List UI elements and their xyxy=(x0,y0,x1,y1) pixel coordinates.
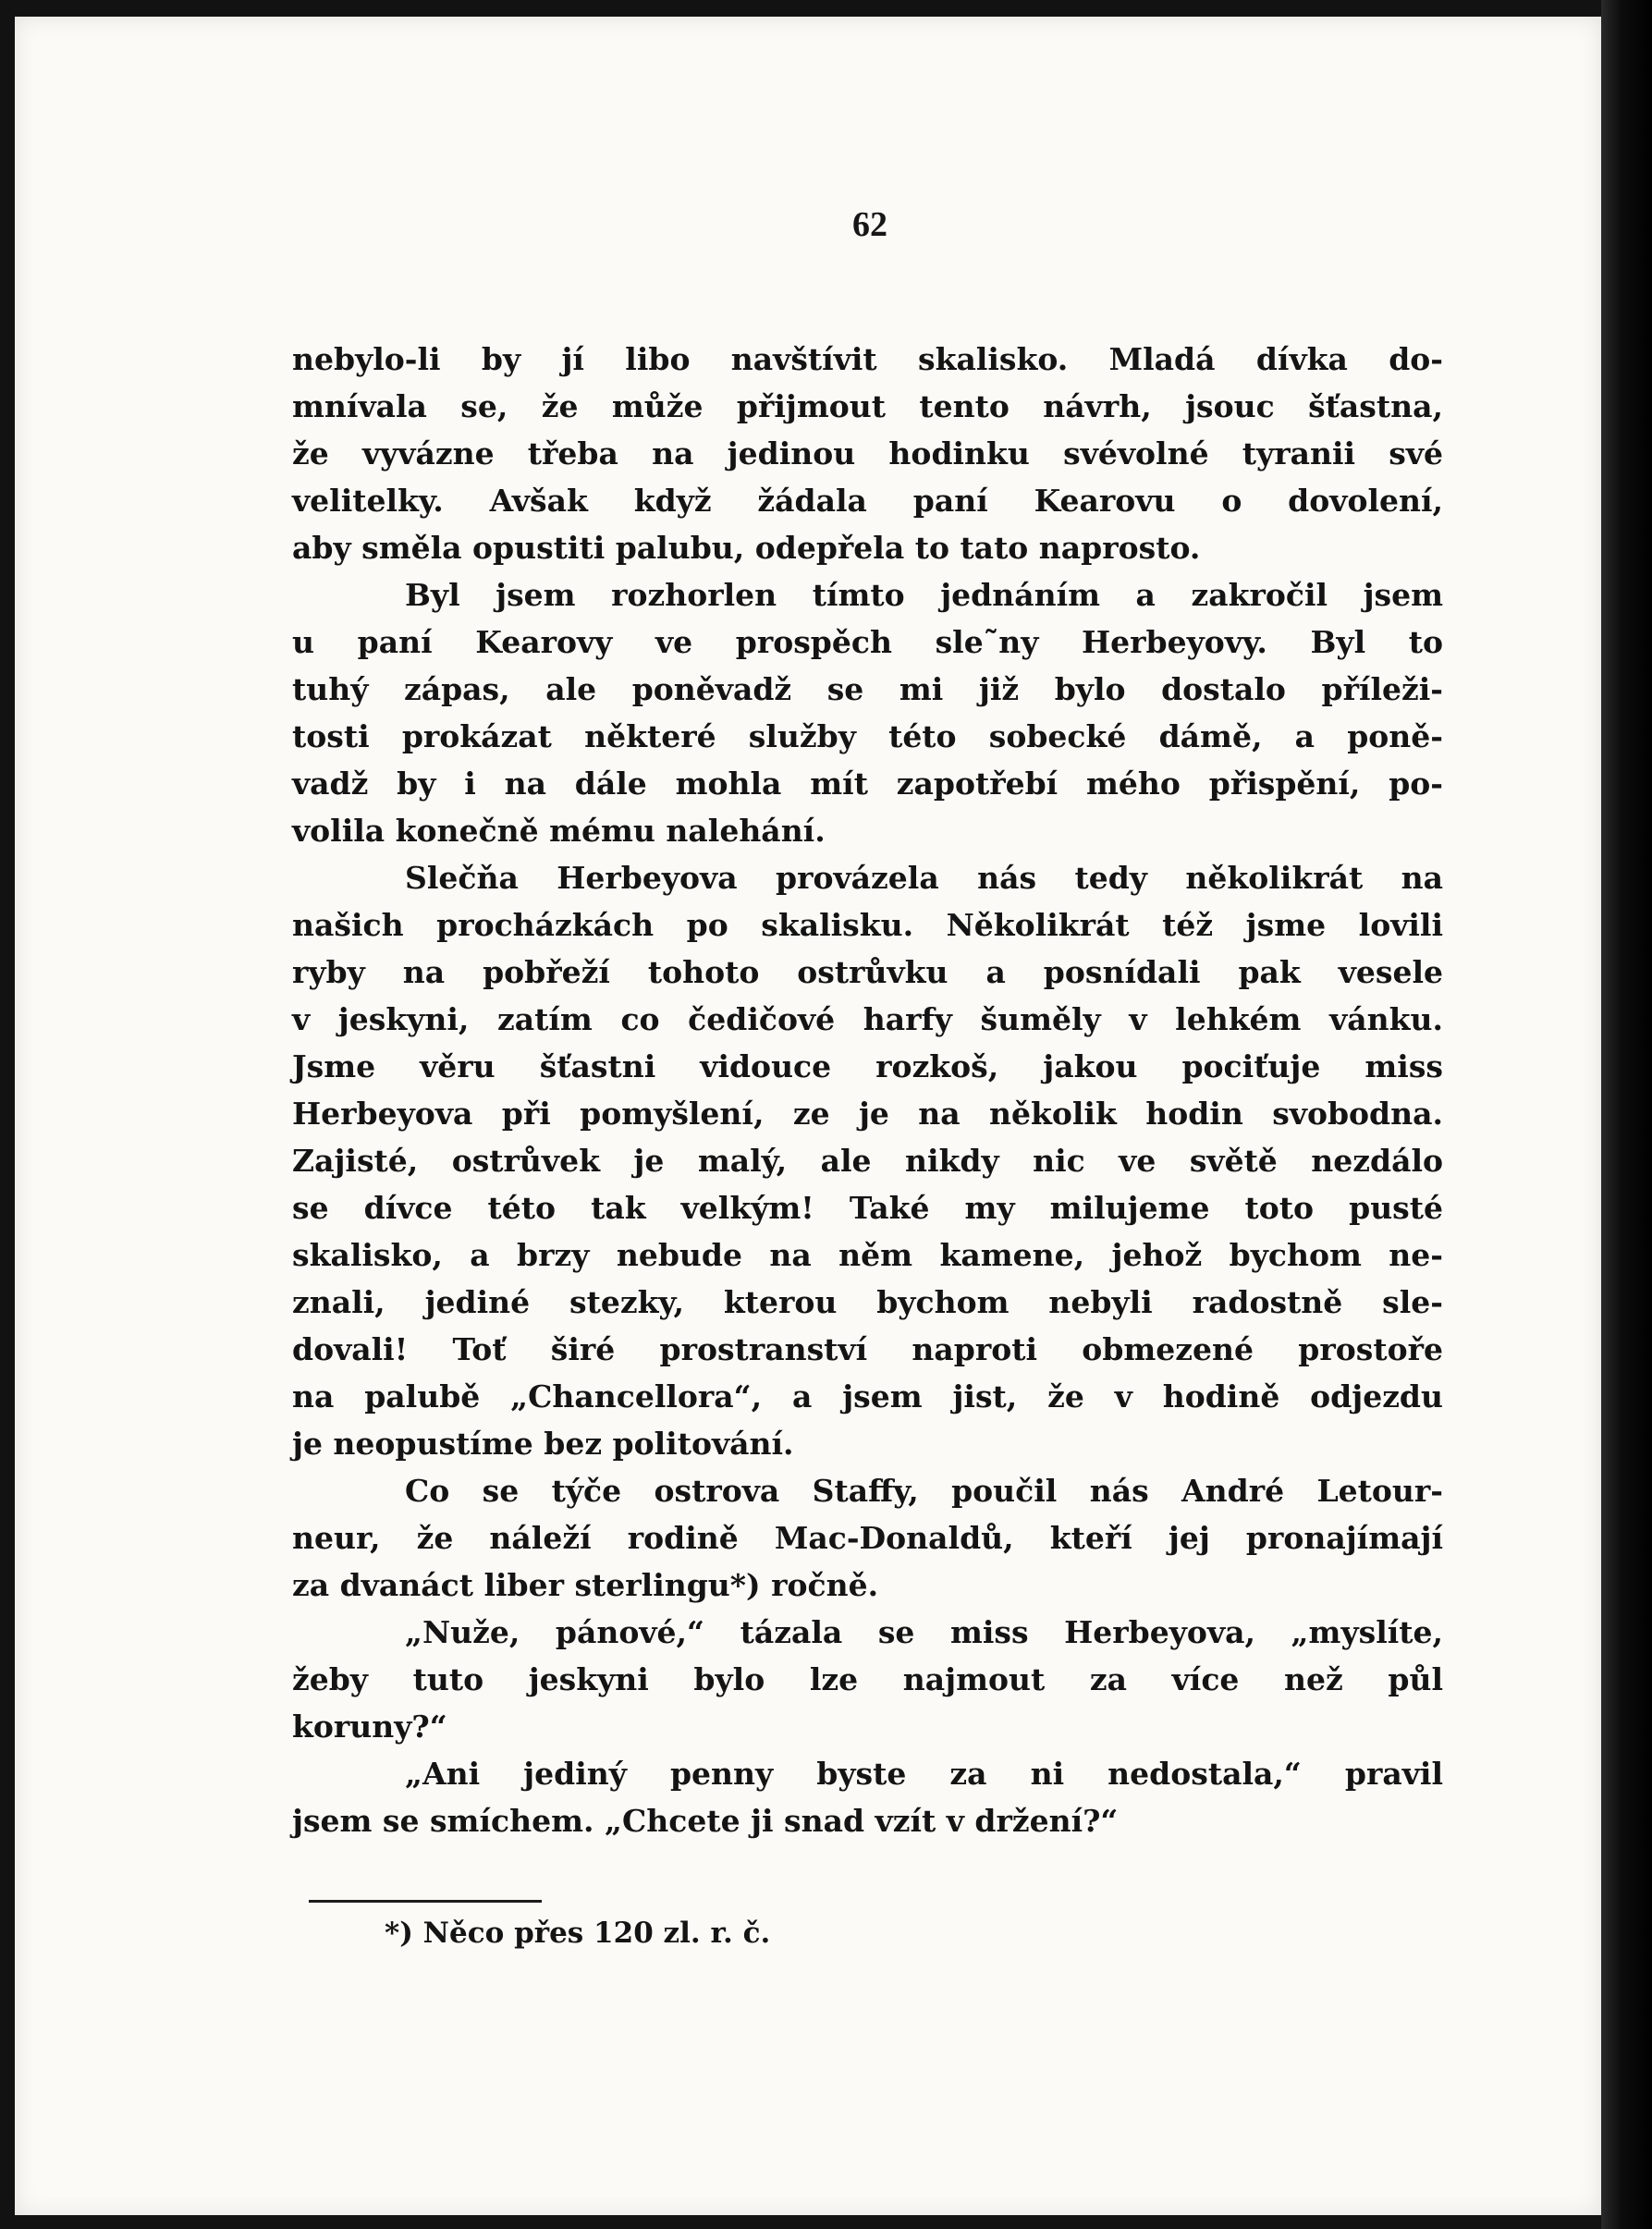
text-line: Herbeyova při pomyšlení, ze je na několik hodin svobodna. xyxy=(292,1096,1443,1132)
body-text xyxy=(292,336,1443,1844)
text-line: je neopustíme bez politování. xyxy=(292,1426,794,1462)
scan-dark-edge xyxy=(1601,0,1652,2229)
page-number: 62 xyxy=(852,205,887,244)
text-line: dovali! Toť širé prostranství naproti obmezené prostoře xyxy=(292,1331,1443,1367)
text-line: Co se týče ostrova Staffy, poučil nás André Letour- xyxy=(405,1473,1443,1509)
text-line: tosti prokázat některé služby této sobecké dámě, a poně- xyxy=(292,718,1443,754)
text-line: na palubě „Chancellora“, a jsem jist, že v hodině odjezdu xyxy=(292,1378,1443,1415)
text-line: znali, jediné stezky, kterou bychom nebyli radostně sle- xyxy=(292,1284,1443,1320)
text-line: skalisko, a brzy nebude na něm kamene, jehož bychom ne- xyxy=(292,1237,1443,1273)
footnote: *) Něco přes 120 zl. r. č. xyxy=(385,1917,771,1950)
text-line: v jeskyni, zatím co čedičové harfy šuměly v lehkém vánku. xyxy=(292,1001,1443,1037)
text-line: žeby tuto jeskyni bylo lze najmout za více než půl xyxy=(292,1661,1443,1697)
text-line: volila konečně mému nalehání. xyxy=(292,813,826,849)
text-line: nebylo-li by jí libo navštívit skalisko. Mladá dívka do- xyxy=(292,341,1443,377)
footnote-rule xyxy=(309,1900,542,1903)
text-line: aby směla opustiti palubu, odepřela to tato naprosto. xyxy=(292,530,1201,566)
book-page xyxy=(15,17,1601,2215)
text-line: za dvanáct liber sterlingu*) ročně. xyxy=(292,1567,879,1603)
text-line: že vyvázne třeba na jedinou hodinku svévolné tyranii své xyxy=(292,435,1443,472)
text-line: vadž by i na dále mohla mít zapotřebí mého přispění, po- xyxy=(292,765,1443,802)
text-line: u paní Kearovy ve prospěch sle˜ny Herbeyovy. Byl to xyxy=(292,624,1443,660)
text-line: Zajisté, ostrůvek je malý, ale nikdy nic ve světě nezdálo xyxy=(292,1143,1443,1179)
text-line: „Ani jediný penny byste za ni nedostala,“ pravil xyxy=(405,1756,1443,1792)
text-line: Byl jsem rozhorlen tímto jednáním a zakročil jsem xyxy=(405,577,1443,613)
text-line: neur, že náleží rodině Mac-Donaldů, kteří jej pronajímají xyxy=(292,1520,1443,1556)
text-line: Slečňa Herbeyova provázela nás tedy několikrát na xyxy=(405,860,1443,896)
text-line: tuhý zápas, ale poněvadž se mi již bylo dostalo příleži- xyxy=(292,671,1443,707)
text-line: „Nuže, pánové,“ tázala se miss Herbeyova, „myslíte, xyxy=(405,1614,1443,1650)
text-line: jsem se smíchem. „Chcete ji snad vzít v držení?“ xyxy=(292,1803,1119,1839)
text-line: koruny?“ xyxy=(292,1708,447,1745)
text-line: Jsme věru šťastni vidouce rozkoš, jakou pociťuje miss xyxy=(292,1048,1443,1084)
text-line: našich procházkách po skalisku. Několikrát též jsme lovili xyxy=(292,907,1443,943)
text-line: ryby na pobřeží tohoto ostrůvku a posnídali pak vesele xyxy=(292,954,1443,990)
text-line: se dívce této tak velkým! Také my milujeme toto pusté xyxy=(292,1190,1443,1226)
text-line: velitelky. Avšak když žádala paní Kearovu o dovolení, xyxy=(292,483,1443,519)
text-line: mnívala se, že může přijmout tento návrh, jsouc šťastna, xyxy=(292,388,1443,424)
